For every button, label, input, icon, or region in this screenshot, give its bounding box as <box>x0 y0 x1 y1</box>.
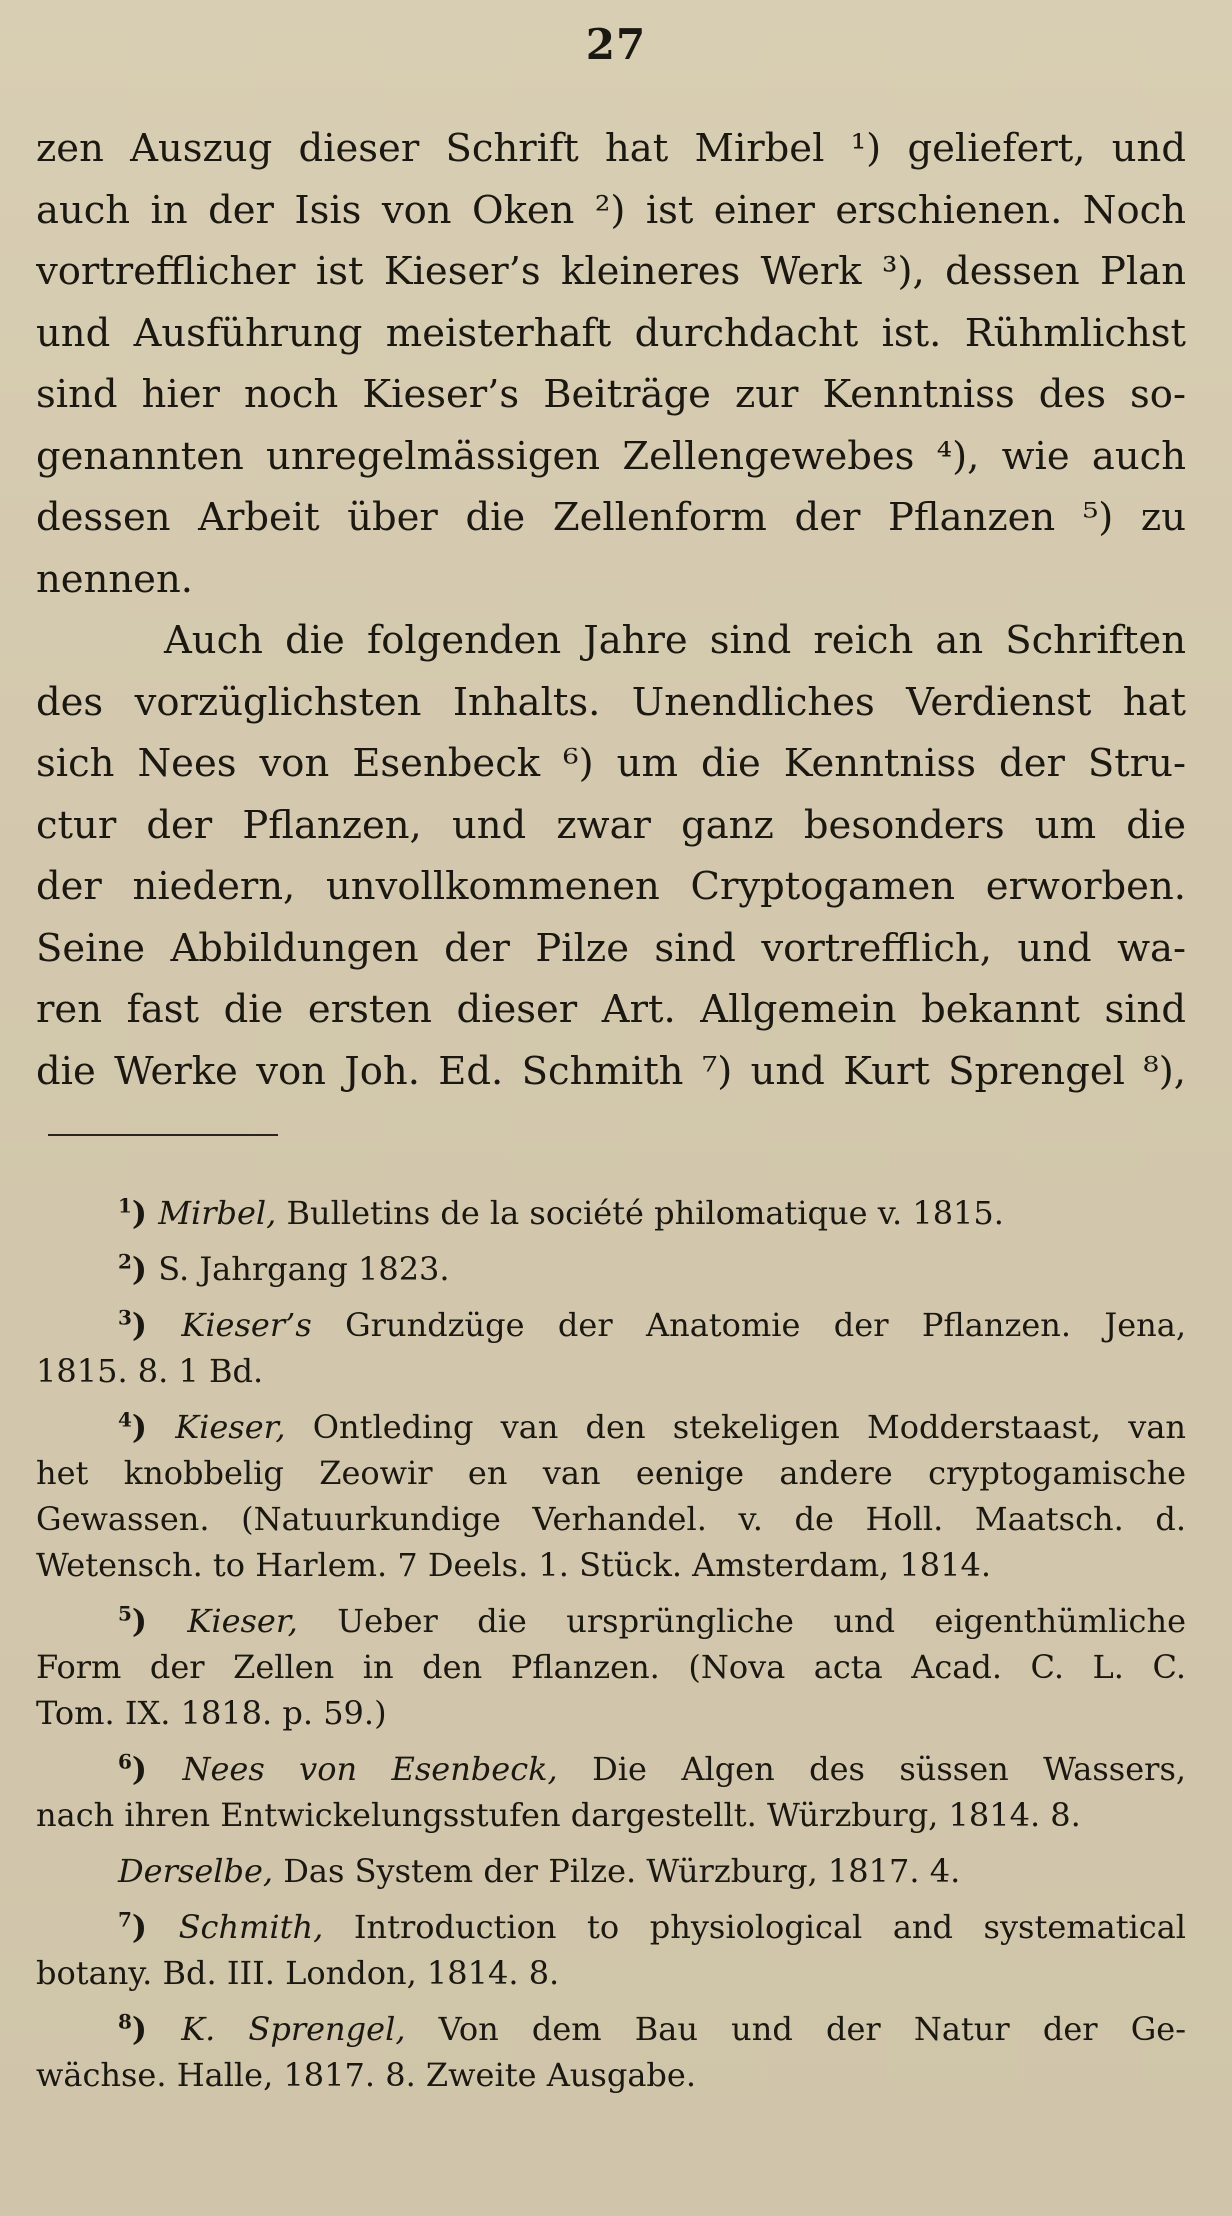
footnote-text: Gewassen. (Natuurkundige Verhandel. v. de Holl. Maatsch. d. <box>36 1500 1186 1538</box>
footnote-text: Das System der Pilze. Würzburg, 1817. 4. <box>283 1852 961 1890</box>
footnote-text: nach ihren Entwickelungsstufen dargestellt. Würzburg, 1814. 8. <box>36 1796 1081 1834</box>
footnote-line <box>36 1348 1186 1394</box>
footnote-line <box>36 1644 1186 1690</box>
body-line: vortrefflicher ist Kieser’s kleineres Werk ³), dessen Plan <box>36 249 1186 294</box>
footnote-line <box>36 1848 1186 1894</box>
footnote-line <box>36 1690 1186 1736</box>
footnote-line <box>36 1302 1186 1348</box>
footnote-paren: ) <box>131 1602 188 1640</box>
body-line: zen Auszug dieser Schrift hat Mirbel ¹) geliefert, und <box>36 126 1186 171</box>
body-line: ctur der Pflanzen, und zwar ganz besonders um die <box>36 802 1186 848</box>
footnote-text: Grundzüge der Anatomie der Pflanzen. Jena, <box>345 1306 1186 1344</box>
body-line: sich Nees von Esenbeck ⁶) um die Kenntniss der Stru- <box>36 741 1186 786</box>
body-line: Auch die folgenden Jahre sind reich an Schriften <box>164 618 1186 663</box>
body-line: sind hier noch Kieser’s Beiträge zur Kenntniss des so- <box>36 372 1186 417</box>
footnote-line <box>36 1904 1186 1950</box>
footnote <box>36 1190 1186 1236</box>
footnote-line <box>36 1496 1186 1542</box>
footnote-text: botany. Bd. III. London, 1814. 8. <box>36 1954 560 1992</box>
body-line: der niedern, unvollkommenen Cryptogamen erworben. <box>36 864 1186 909</box>
footnote-text: wächse. Halle, 1817. 8. Zweite Ausgabe. <box>36 2056 696 2094</box>
footnote-paren: ) <box>131 1750 183 1788</box>
footnote-text: Introduction to physiological and systematical <box>353 1908 1186 1946</box>
footnote-line <box>36 1450 1186 1496</box>
body-line: Seine Abbildungen der Pilze sind vortrefflich, und wa- <box>36 925 1186 971</box>
footnote <box>36 1598 1186 1736</box>
footnote-author: Kieser, <box>175 1408 286 1446</box>
footnote-line <box>36 1542 1186 1588</box>
footnote-number: 3 <box>118 1305 132 1330</box>
page-number: 27 <box>585 20 647 69</box>
footnote-rule <box>48 1134 278 1136</box>
footnote-line <box>36 1404 1186 1450</box>
footnote-line <box>36 1190 1186 1236</box>
footnote-text: Die Algen des süssen Wassers, <box>592 1750 1186 1788</box>
body-line: nennen. <box>36 556 193 602</box>
footnote-author: Kieser’s <box>181 1306 312 1344</box>
footnote-text: Wetensch. to Harlem. 7 Deels. 1. Stück. Amsterdam, 1814. <box>36 1546 991 1584</box>
footnote-number: 6 <box>118 1749 132 1774</box>
footnote-number: 2 <box>118 1249 132 1274</box>
footnote-text: Von dem Bau und der Natur der Ge- <box>438 2010 1186 2048</box>
footnote-author: Nees von Esenbeck, <box>182 1750 558 1788</box>
footnote-text: S. Jahrgang 1823. <box>158 1250 450 1288</box>
footnote-paren: ) <box>131 1306 182 1344</box>
body-line: auch in der Isis von Oken ²) ist einer erschienen. Noch <box>36 187 1186 233</box>
body-line: ren fast die ersten dieser Art. Allgemein bekannt sind <box>36 987 1186 1032</box>
body-line: des vorzüglichsten Inhalts. Unendliches Verdienst hat <box>36 679 1186 725</box>
footnotes <box>36 1190 1186 2108</box>
footnote <box>36 2006 1186 2098</box>
footnote-number: 4 <box>118 1407 132 1432</box>
footnote <box>36 1746 1186 1838</box>
footnote-text: Form der Zellen in den Pflanzen. (Nova acta Acad. C. L. C. <box>36 1648 1186 1686</box>
footnote-paren: ) <box>131 1250 159 1288</box>
footnote-author: Mirbel, <box>158 1194 277 1232</box>
footnote <box>36 1404 1186 1588</box>
footnote-author: Kieser, <box>187 1602 298 1640</box>
footnote-text: Ueber die ursprüngliche und eigenthümliche <box>337 1602 1186 1640</box>
footnote-paren: ) <box>131 1908 179 1946</box>
footnote-number: 5 <box>118 1601 132 1626</box>
footnote-author: Derselbe, <box>118 1852 274 1890</box>
footnote-text: het knobbelig Zeowir en van eenige andere cryptogamische <box>36 1454 1186 1492</box>
footnote-number: 7 <box>118 1907 132 1932</box>
body-line: dessen Arbeit über die Zellenform der Pflanzen ⁵) zu <box>36 495 1186 540</box>
footnote-text: 1815. 8. 1 Bd. <box>36 1352 264 1390</box>
footnote-line <box>36 2006 1186 2052</box>
footnote-line <box>36 2052 1186 2098</box>
footnote-text: Bulletins de la société philomatique v. 1815. <box>286 1194 1004 1232</box>
footnote-line <box>36 1950 1186 1996</box>
footnote-number: 1 <box>118 1193 132 1218</box>
footnote <box>36 1302 1186 1394</box>
footnote-paren: ) <box>131 1194 159 1232</box>
body-line: genannten unregelmässigen Zellengewebes ⁴), wie auch <box>36 433 1186 479</box>
footnote-line <box>36 1598 1186 1644</box>
footnote <box>36 1848 1186 1894</box>
body-text <box>36 118 1186 1102</box>
footnote <box>36 1246 1186 1292</box>
footnote-text: Ontleding van den stekeligen Modderstaast, van <box>312 1408 1186 1446</box>
footnote-author: K. Sprengel, <box>181 2010 406 2048</box>
footnote-line <box>36 1792 1186 1838</box>
body-line: und Ausführung meisterhaft durchdacht ist. Rühmlichst <box>36 310 1186 356</box>
footnote <box>36 1904 1186 1996</box>
footnote-line <box>36 1246 1186 1292</box>
footnote-paren: ) <box>131 2010 182 2048</box>
footnote-text: Tom. IX. 1818. p. 59.) <box>36 1694 387 1732</box>
body-line: die Werke von Joh. Ed. Schmith ⁷) und Kurt Sprengel ⁸), <box>36 1048 1186 1094</box>
footnote-line <box>36 1746 1186 1792</box>
footnote-author: Schmith, <box>178 1908 324 1946</box>
footnote-paren: ) <box>131 1408 176 1446</box>
footnote-number: 8 <box>118 2009 132 2034</box>
